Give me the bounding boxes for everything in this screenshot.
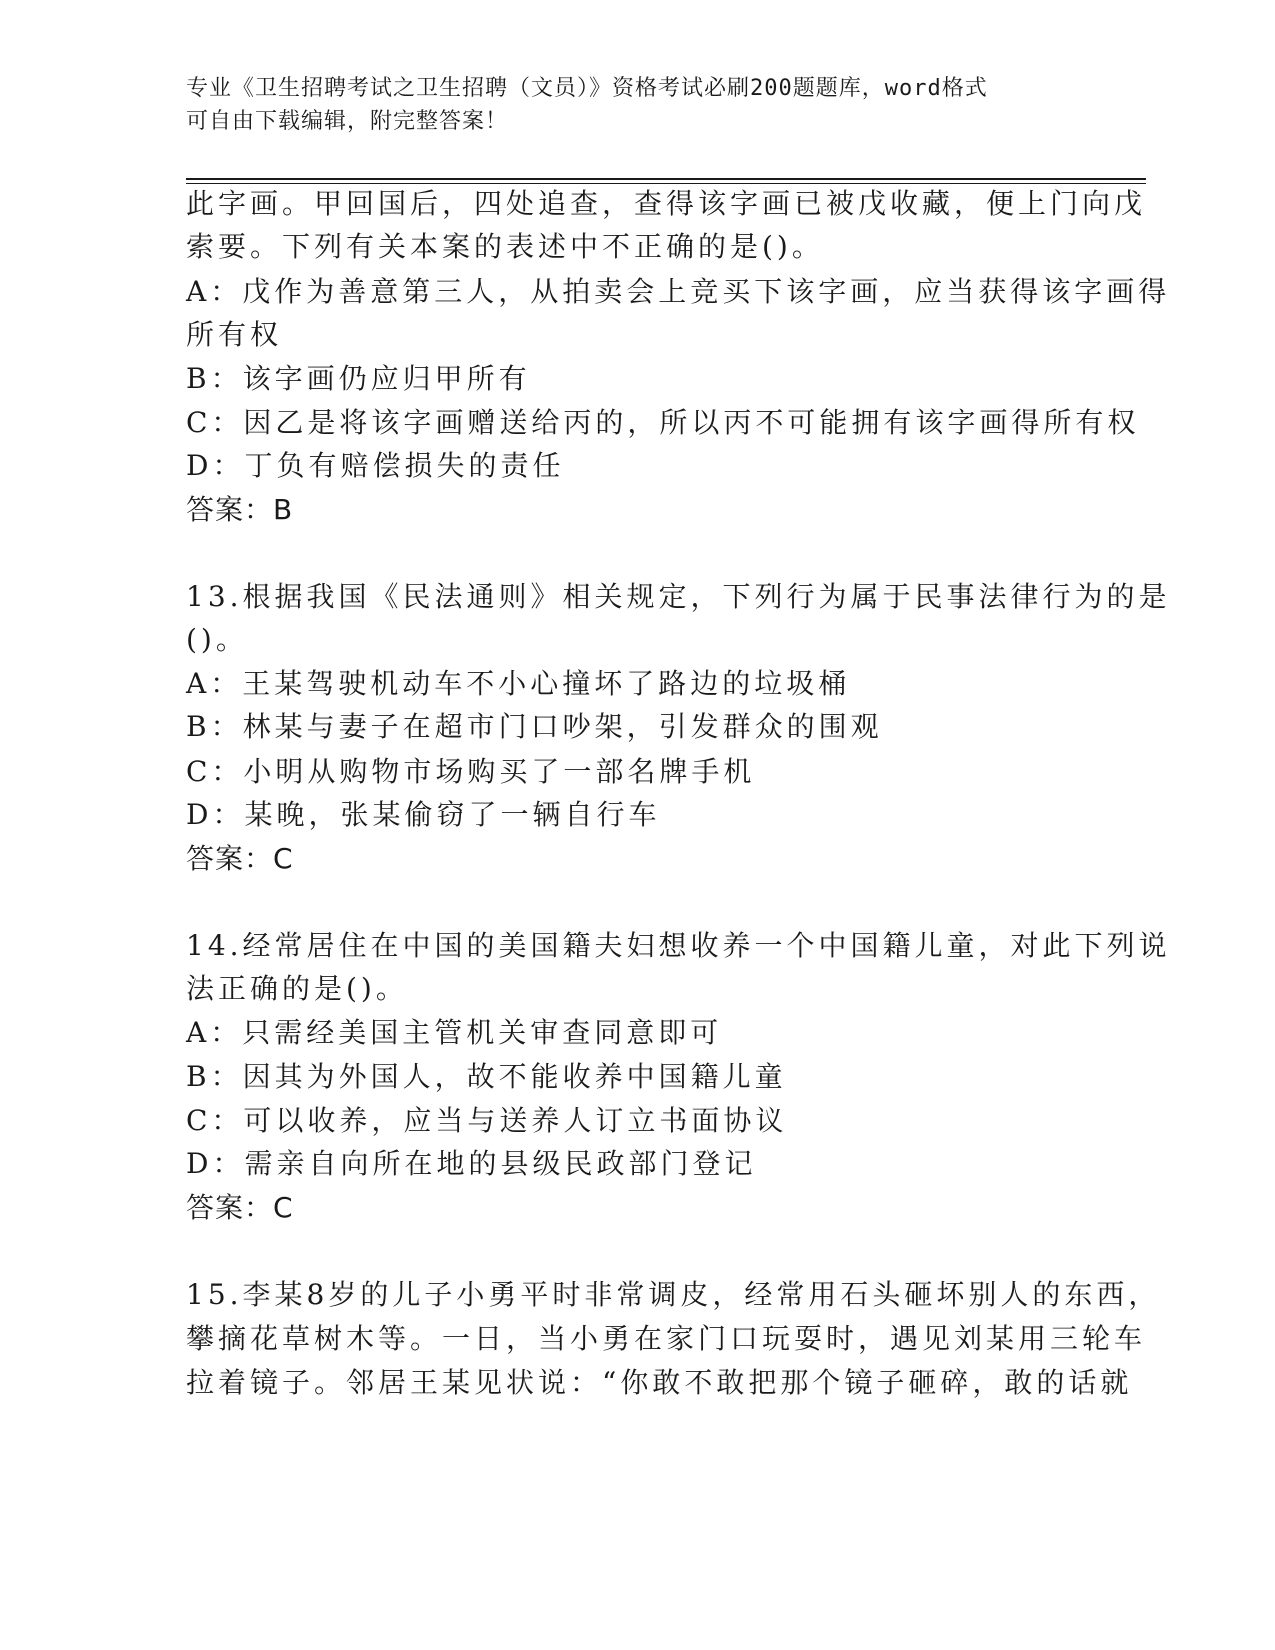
question-stem-line: 此字画。甲回国后，四处追查，查得该字画已被戊收藏，便上门向戊 <box>186 187 1147 220</box>
option-d: D：丁负有赔偿损失的责任 <box>186 449 565 482</box>
option-b: B：因其为外国人，故不能收养中国籍儿童 <box>186 1060 787 1093</box>
question-stem-line: 13.根据我国《民法通则》相关规定，下列行为属于民事法律行为的是 <box>186 580 1171 613</box>
option-d: D：某晚，张某偷窃了一辆自行车 <box>186 798 661 831</box>
header-line-1: 专业《卫生招聘考试之卫生招聘（文员）》资格考试必刷200题题库，word格式 <box>186 76 988 101</box>
answer-label: 答案：C <box>186 842 294 875</box>
question-stem-line: 索要。下列有关本案的表述中不正确的是()。 <box>186 230 824 263</box>
option-d: D：需亲自向所在地的县级民政部门登记 <box>186 1147 757 1180</box>
option-b: B：该字画仍应归甲所有 <box>186 362 531 395</box>
question-stem-line: 14.经常居住在中国的美国籍夫妇想收养一个中国籍儿童，对此下列说 <box>186 929 1171 962</box>
option-a: A：王某驾驶机动车不小心撞坏了路边的垃圾桶 <box>186 667 851 700</box>
question-stem-line: 15.李某8岁的儿子小勇平时非常调皮，经常用石头砸坏别人的东西， <box>186 1278 1161 1311</box>
question-stem-line: 法正确的是()。 <box>186 972 408 1005</box>
question-stem-line: 拉着镜子。邻居王某见状说：“你敢不敢把那个镜子砸碎，敢的话就 <box>186 1366 1133 1399</box>
option-a: A：只需经美国主管机关审查同意即可 <box>186 1016 723 1049</box>
answer-label: 答案：C <box>186 1191 294 1224</box>
document-header <box>186 72 1066 138</box>
header-line-2: 可自由下载编辑，附完整答案！ <box>186 109 509 134</box>
answer-label: 答案：B <box>186 493 294 526</box>
header-rule-thick <box>186 178 1146 180</box>
option-c: C：因乙是将该字画赠送给丙的，所以丙不可能拥有该字画得所有权 <box>186 406 1140 439</box>
question-stem-line: 攀摘花草树木等。一日，当小勇在家门口玩耍时，遇见刘某用三轮车 <box>186 1322 1147 1355</box>
option-c: C：小明从购物市场购买了一部名牌手机 <box>186 755 756 788</box>
option-a-continued: 所有权 <box>186 318 283 351</box>
option-c: C：可以收养，应当与送养人订立书面协议 <box>186 1104 788 1137</box>
option-a: A：戊作为善意第三人，从拍卖会上竞买下该字画，应当获得该字画得 <box>186 275 1171 308</box>
option-b: B：林某与妻子在超市门口吵架，引发群众的围观 <box>186 710 883 743</box>
question-stem-line: ()。 <box>186 623 248 656</box>
